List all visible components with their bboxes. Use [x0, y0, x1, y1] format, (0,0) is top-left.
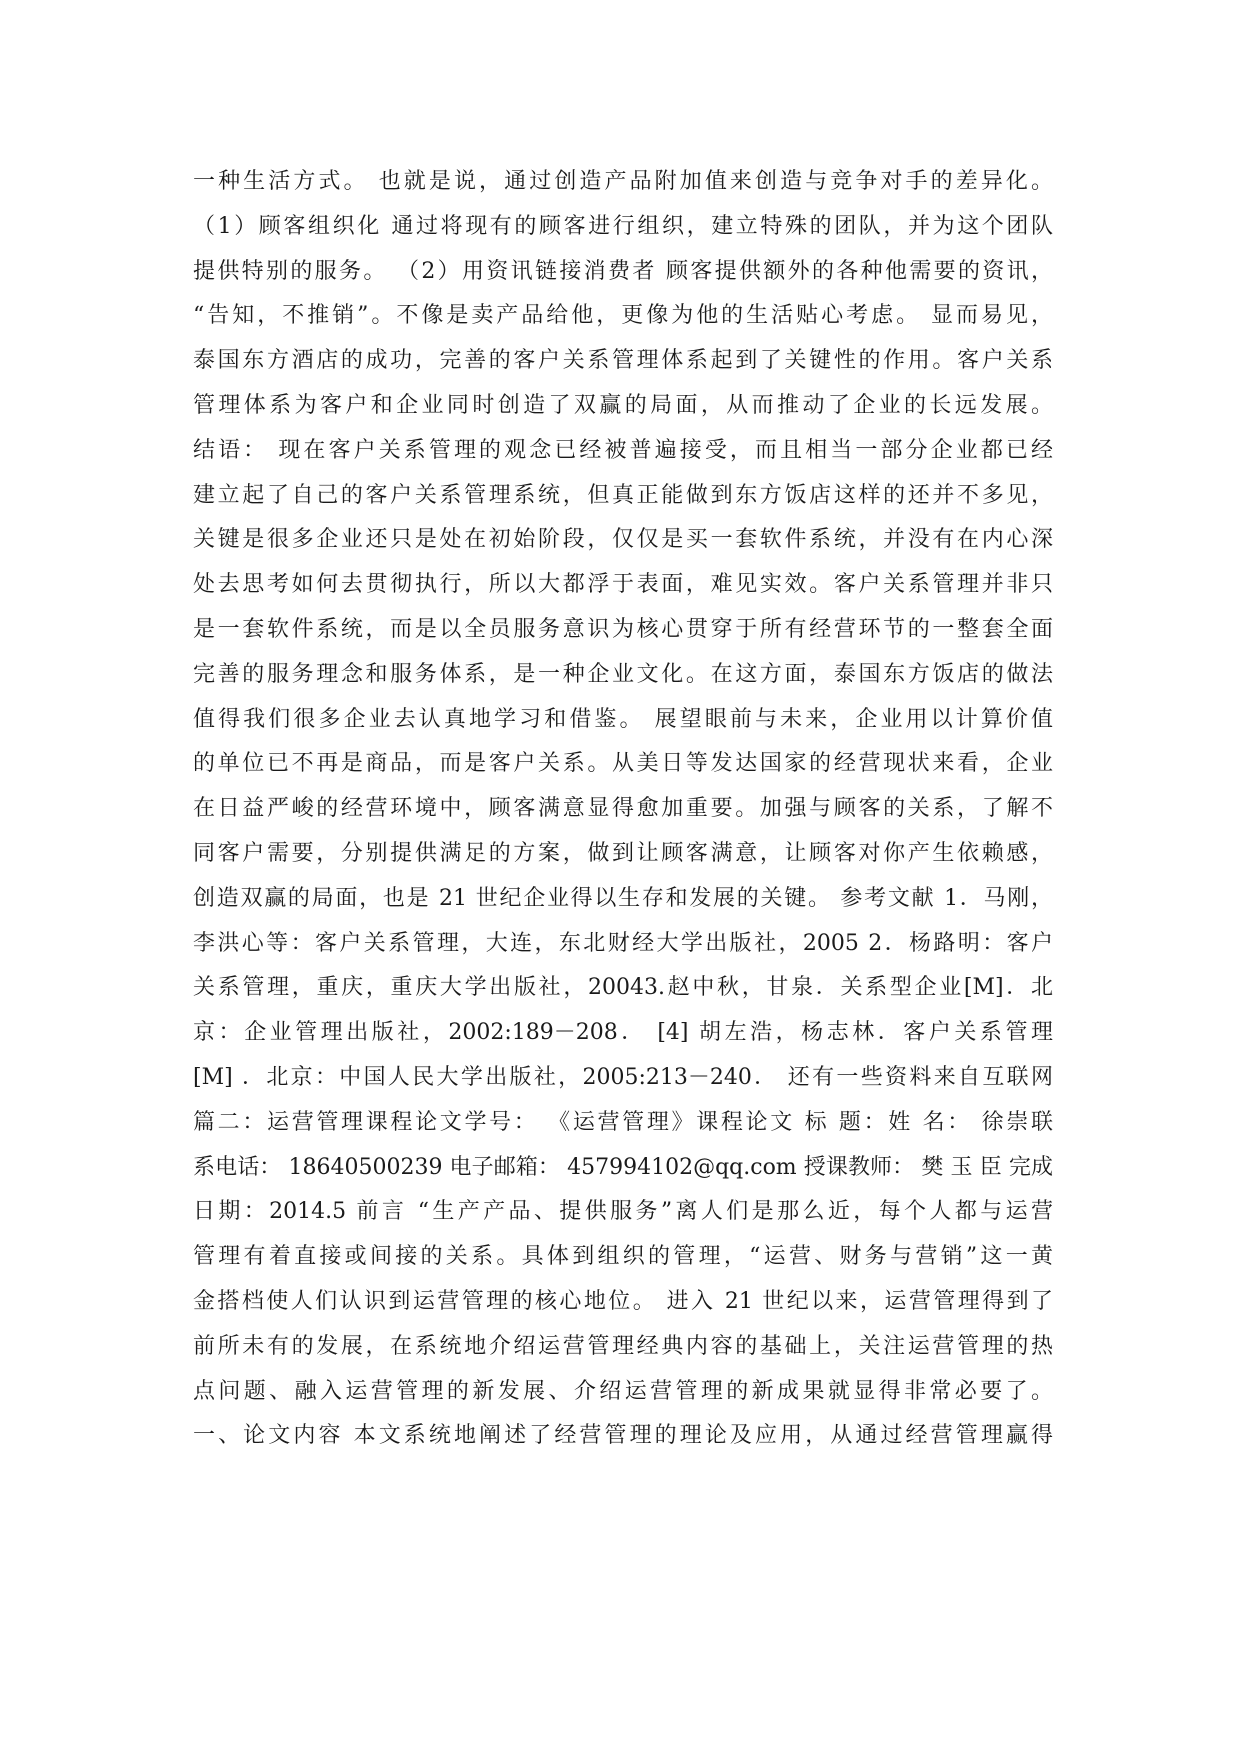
text-line: 处去思考如何去贯彻执行，所以大都浮于表面，难见实效。客户关系管理并非只: [193, 572, 1053, 598]
text-line: 在日益严峻的经营环境中，顾客满意显得愈加重要。加强与顾客的关系，了解不: [193, 796, 1053, 822]
text-line: 前所未有的发展，在系统地介绍运营管理经典内容的基础上，关注运营管理的热: [193, 1333, 1053, 1359]
text-line: 管理有着直接或间接的关系。具体到组织的管理，“运营、财务与营销”这一黄: [193, 1244, 1053, 1270]
text-line: 关键是很多企业还只是处在初始阶段，仅仅是买一套软件系统，并没有在内心深: [193, 527, 1053, 553]
text-line: 建立起了自己的客户关系管理系统，但真正能做到东方饭店这样的还并不多见，: [193, 482, 1053, 508]
text-line: 关系管理，重庆，重庆大学出版社，20043.赵中秋，甘泉．关系型企业[M]．北: [193, 975, 1053, 1001]
text-line: [M] ．北京：中国人民大学出版社，2005:213－240． 还有一些资料来自互联网: [193, 1064, 1053, 1090]
text-line: 京：企业管理出版社，2002:189－208． [4] 胡左浩，杨志林．客户关系管理: [193, 1020, 1053, 1046]
body-text: [193, 160, 1053, 1459]
text-line: 是一套软件系统，而是以全员服务意识为核心贯穿于所有经营环节的一整套全面: [193, 616, 1053, 642]
text-line: 一、论文内容 本文系统地阐述了经营管理的理论及应用，从通过经营管理赢得: [193, 1423, 1053, 1449]
text-line: 一种生活方式。 也就是说，通过创造产品附加值来创造与竞争对手的差异化。: [193, 169, 1053, 194]
text-line: 篇二：运营管理课程论文学号： 《运营管理》课程论文 标 题：姓 名： 徐崇联: [193, 1109, 1053, 1135]
text-line: 泰国东方酒店的成功，完善的客户关系管理体系起到了关键性的作用。客户关系: [193, 348, 1053, 374]
text-line: 提供特别的服务。 （2）用资讯链接消费者 顾客提供额外的各种他需要的资讯，: [193, 258, 1053, 284]
text-line: 值得我们很多企业去认真地学习和借鉴。 展望眼前与未来，企业用以计算价值: [193, 706, 1053, 732]
text-line: 结语： 现在客户关系管理的观念已经被普遍接受，而且相当一部分企业都已经: [193, 437, 1053, 463]
text-line: 点问题、融入运营管理的新发展、介绍运营管理的新成果就显得非常必要了。: [193, 1378, 1053, 1404]
text-line: 李洪心等：客户关系管理，大连，东北财经大学出版社，2005 2．杨路明：客户: [193, 930, 1053, 956]
text-line: 系电话： 18640500239 电子邮箱： 457994102@qq.com 授课教师： 樊 玉 臣 完成: [193, 1154, 1053, 1180]
text-line: 完善的服务理念和服务体系，是一种企业文化。在这方面，泰国东方饭店的做法: [193, 661, 1053, 687]
text-line: （1）顾客组织化 通过将现有的顾客进行组织，建立特殊的团队，并为这个团队: [193, 213, 1053, 239]
text-line: “告知，不推销”。不像是卖产品给他，更像为他的生活贴心考虑。 显而易见，: [193, 303, 1053, 329]
text-line: 同客户需要，分别提供满足的方案，做到让顾客满意，让顾客对你产生依赖感，: [193, 840, 1053, 866]
text-line: 创造双赢的局面，也是 21 世纪企业得以生存和发展的关键。 参考文献 1．马刚，: [193, 885, 1053, 911]
text-line: 金搭档使人们认识到运营管理的核心地位。 进入 21 世纪以来，运营管理得到了: [193, 1288, 1053, 1314]
text-line: 的单位已不再是商品，而是客户关系。从美日等发达国家的经营现状来看，企业: [193, 751, 1053, 777]
text-line: 管理体系为客户和企业同时创造了双赢的局面，从而推动了企业的长远发展。: [193, 392, 1053, 418]
text-line: 日期：2014.5 前言 “生产产品、提供服务”离人们是那么近，每个人都与运营: [193, 1199, 1053, 1225]
